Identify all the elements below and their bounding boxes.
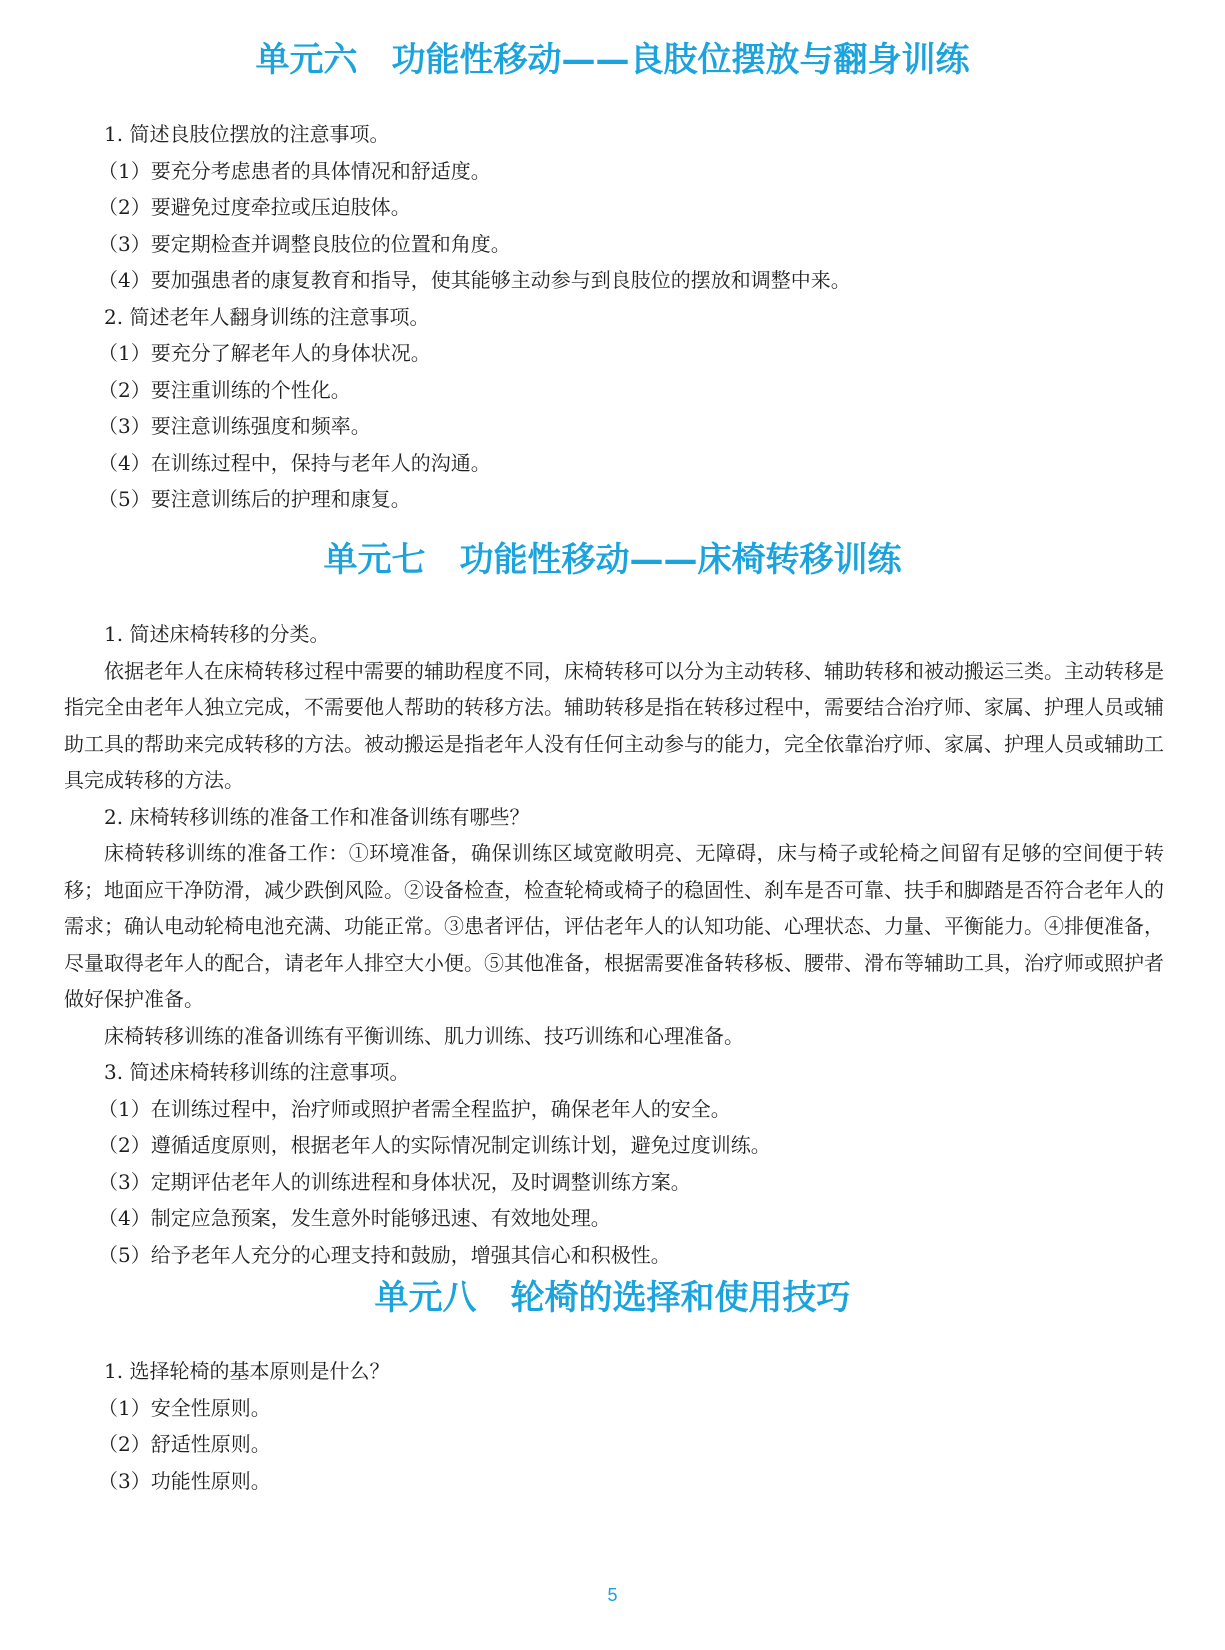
unit7-q3-item: （3）定期评估老年人的训练进程和身体状况，及时调整训练方案。 bbox=[98, 1169, 691, 1194]
unit7-q3-item: （4）制定应急预案，发生意外时能够迅速、有效地处理。 bbox=[98, 1206, 611, 1230]
unit6-title: 单元六 功能性移动——良肢位摆放与翻身训练 bbox=[255, 40, 970, 80]
unit8-content bbox=[64, 1353, 1164, 1499]
unit8-title: 单元八 轮椅的选择和使用技巧 bbox=[374, 1278, 851, 1318]
unit6-q2-item: （4）在训练过程中，保持与老年人的沟通。 bbox=[98, 450, 491, 475]
unit7-q3-item: （1）在训练过程中，治疗师或照护者需全程监护，确保老年人的安全。 bbox=[98, 1096, 731, 1121]
unit6-question-2: 2. 简述老年人翻身训练的注意事项。 bbox=[104, 304, 430, 329]
unit6-q1-item: （3）要定期检查并调整良肢位的位置和角度。 bbox=[98, 231, 511, 256]
unit7-question-2: 2. 床椅转移训练的准备工作和准备训练有哪些？ bbox=[104, 804, 530, 829]
unit7-q2-paragraph: 床椅转移训练的准备训练有平衡训练、肌力训练、技巧训练和心理准备。 bbox=[104, 1023, 744, 1048]
page-number: 5 bbox=[607, 1585, 618, 1605]
unit6-q2-item: （2）要注重训练的个性化。 bbox=[98, 377, 351, 402]
unit7-content bbox=[64, 616, 1164, 1273]
unit6-q1-item: （2）要避免过度牵拉或压迫肢体。 bbox=[98, 195, 411, 219]
unit7-q1-paragraph: 依据老年人在床椅转移过程中需要的辅助程度不同，床椅转移可以分为主动转移、辅助转移和被动搬运三类。主动转移是指完全由老年人独立完成，不需要他人帮助的转移方法。辅助转移是指在转移过程中，需要结合治疗师、家属、护理人员或辅助工具的帮助来完成转移的方法。被动搬运是指老年人没有任何主动参与的能力，完全依靠治疗师、家属、护理人员或辅助工具完成转移的方法。 bbox=[64, 658, 1164, 792]
unit6-q2-item: （5）要注意训练后的护理和康复。 bbox=[98, 487, 411, 511]
unit6-q1-item: （1）要充分考虑患者的具体情况和舒适度。 bbox=[98, 158, 491, 183]
unit6-q1-item: （4）要加强患者的康复教育和指导，使其能够主动参与到良肢位的摆放和调整中来。 bbox=[98, 268, 851, 292]
unit7-title: 单元七 功能性移动——床椅转移训练 bbox=[323, 540, 902, 580]
unit6-content bbox=[64, 116, 1164, 518]
unit6-q2-item: （1）要充分了解老年人的身体状况。 bbox=[98, 341, 431, 365]
unit7-question-1: 1. 简述床椅转移的分类。 bbox=[104, 622, 330, 646]
unit7-q3-item: （2）遵循适度原则，根据老年人的实际情况制定训练计划，避免过度训练。 bbox=[98, 1133, 771, 1157]
unit8-q1-item: （2）舒适性原则。 bbox=[98, 1432, 271, 1456]
unit6-q2-item: （3）要注意训练强度和频率。 bbox=[98, 414, 371, 438]
unit7-q3-item: （5）给予老年人充分的心理支持和鼓励，增强其信心和积极性。 bbox=[98, 1242, 671, 1267]
unit7-q2-paragraph: 床椅转移训练的准备工作：①环境准备，确保训练区域宽敞明亮、无障碍，床与椅子或轮椅之间留有足够的空间便于转移；地面应干净防滑，减少跌倒风险。②设备检查，检查轮椅或椅子的稳固性、刹车是否可靠、扶手和脚踏是否符合老年人的需求；确认电动轮椅电池充满、功能正常。③患者评估，评估老年人的认知功能、心理状态、力量、平衡能力。④排便准备，尽量取得老年人的配合，请老年人排空大小便。⑤其他准备，根据需要准备转移板、腰带、滑布等辅助工具，治疗师或照护者做好保护准备。 bbox=[64, 841, 1164, 1011]
unit7-question-3: 3. 简述床椅转移训练的注意事项。 bbox=[104, 1060, 410, 1084]
unit8-q1-item: （1）安全性原则。 bbox=[98, 1395, 271, 1420]
unit8-q1-item: （3）功能性原则。 bbox=[98, 1468, 271, 1493]
unit8-question-1: 1. 选择轮椅的基本原则是什么？ bbox=[104, 1359, 390, 1383]
unit6-question-1: 1. 简述良肢位摆放的注意事项。 bbox=[104, 122, 390, 146]
